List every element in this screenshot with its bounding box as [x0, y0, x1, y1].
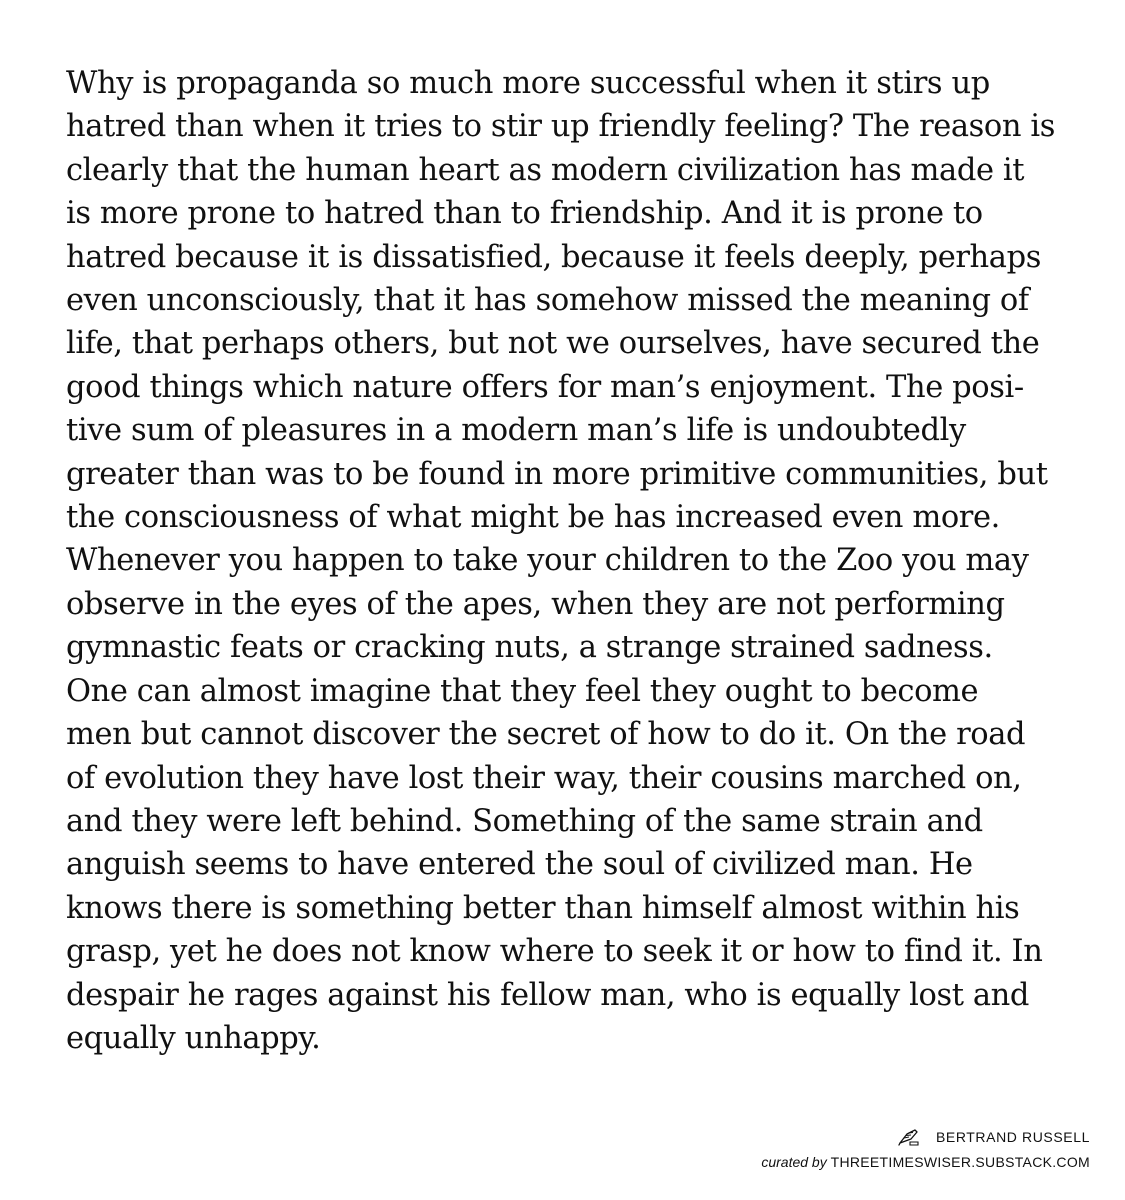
- quote-line: greater than was to be found in more primitive communities, but: [66, 456, 1048, 492]
- curated-by-label: curated by: [761, 1154, 827, 1170]
- author-row: [761, 1124, 1090, 1150]
- curator-row: [761, 1150, 1090, 1174]
- quote-line: the consciousness of what might be has increased even more.: [66, 500, 1000, 536]
- author-name: BERTRAND RUSSELL: [935, 1129, 1090, 1145]
- quote-line: life, that perhaps others, but not we ourselves, have secured the: [66, 326, 1040, 362]
- quote-line: hatred because it is dissatisfied, because it feels deeply, perhaps: [66, 239, 1041, 275]
- quote-line: good things which nature offers for man’s enjoyment. The posi-: [66, 369, 1024, 405]
- quote-text: [66, 62, 1086, 1060]
- quote-line: knows there is something better than himself almost within his: [66, 890, 1020, 926]
- quote-line: One can almost imagine that they feel they ought to become: [66, 673, 979, 709]
- quote-line: grasp, yet he does not know where to seek it or how to find it. In: [66, 934, 1043, 970]
- quill-pen-icon: [898, 1128, 920, 1146]
- curator-site-link[interactable]: THREETIMESWISER.SUBSTACK.COM: [830, 1154, 1090, 1170]
- quote-line: despair he rages against his fellow man, who is equally lost and: [66, 977, 1030, 1013]
- quote-line: hatred than when it tries to stir up friendly feeling? The reason is: [66, 109, 1056, 145]
- quote-line: is more prone to hatred than to friendship. And it is prone to: [66, 196, 983, 232]
- quote-line: men but cannot discover the secret of how to do it. On the road: [66, 717, 1026, 753]
- quote-line: and they were left behind. Something of the same strain and: [66, 803, 983, 839]
- quote-line: observe in the eyes of the apes, when they are not performing: [66, 586, 1005, 622]
- quote-line: even unconsciously, that it has somehow missed the meaning of: [66, 283, 1029, 319]
- quote-block: [66, 62, 1086, 1060]
- quote-line: of evolution they have lost their way, their cousins marched on,: [66, 760, 1022, 796]
- quote-line: equally unhappy.: [66, 1020, 321, 1056]
- quote-line: Whenever you happen to take your children to the Zoo you may: [66, 543, 1029, 579]
- attribution-footer: [761, 1124, 1090, 1174]
- quote-line: clearly that the human heart as modern civilization has made it: [66, 152, 1025, 188]
- quote-line: anguish seems to have entered the soul of civilized man. He: [66, 847, 973, 883]
- quote-line: gymnastic feats or cracking nuts, a strange strained sadness.: [66, 630, 993, 666]
- quote-line: tive sum of pleasures in a modern man’s life is undoubtedly: [66, 413, 966, 449]
- quote-line: Why is propaganda so much more successful when it stirs up: [66, 66, 990, 101]
